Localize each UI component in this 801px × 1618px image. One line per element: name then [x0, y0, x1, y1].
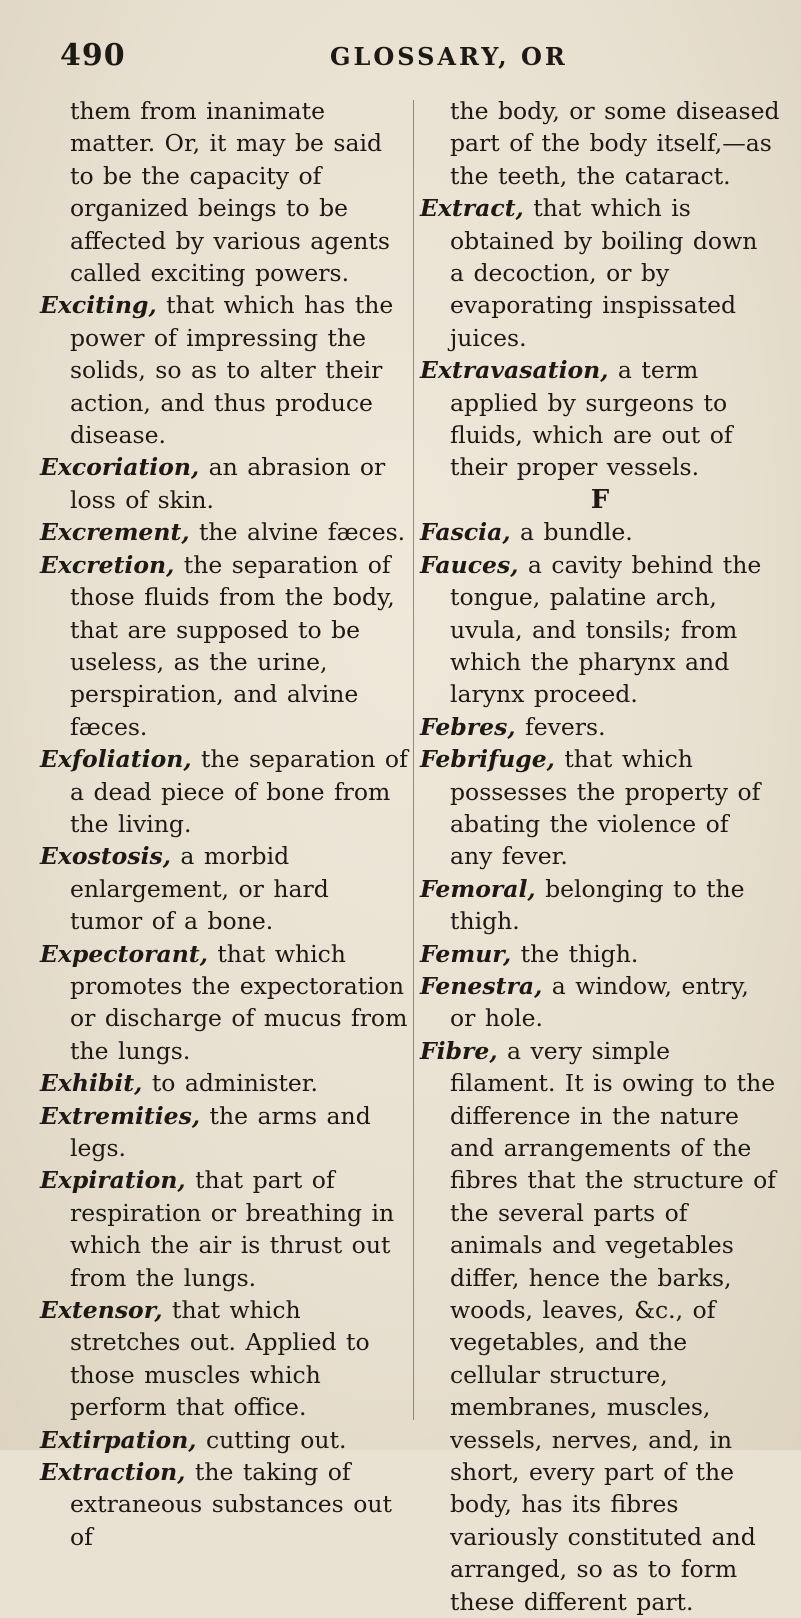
entry-definition: an abrasion or loss of skin.: [70, 453, 386, 514]
entry-definition: belonging to the thigh.: [450, 874, 745, 936]
continued-text: the body, or some diseased part of the body itself,—as the teeth, the cataract.: [450, 97, 780, 190]
glossary-entry: [420, 873, 780, 938]
entry-definition: the taking of extraneous substances out of: [70, 1458, 392, 1551]
entry-headword: Excoriation,: [40, 453, 200, 482]
glossary-entry: [40, 938, 408, 1068]
entry-definition: the alvine fæces.: [189, 518, 406, 547]
glossary-entry: [40, 1294, 408, 1424]
glossary-entry: [40, 1164, 408, 1294]
entry-headword: Extensor,: [40, 1296, 163, 1325]
entry-definition: a window, entry, or hole.: [450, 971, 749, 1033]
entry-definition: the thigh.: [511, 939, 639, 968]
entry-definition: cutting out.: [196, 1425, 347, 1454]
glossary-entry: [420, 743, 780, 873]
entry-headword: Exciting,: [40, 291, 157, 320]
glossary-entry: [420, 711, 780, 743]
entry-headword: Extirpation,: [40, 1425, 197, 1454]
entry-definition: a very simple filament. It is owing to the difference in the nature and arrangements of the fibres that the structure of the several parts of animals and vegetables differ, hence the barks, woods, leaves, &c., of vegetables, and the cellular structure, membranes, muscles, vessels, nerves, and, in short, every part of the body, has its fibres variously constituted and arranged, so as to form these different part.: [450, 1036, 776, 1616]
left-column: [40, 95, 408, 1553]
right-column: [420, 95, 780, 1618]
entry-definition: a morbid enlargement, or hard tumor of a bone.: [70, 842, 329, 936]
entry-definition: a cavity behind the tongue, palatine arch, uvula, and tonsils; from which the pharynx and larynx proceed.: [450, 550, 762, 709]
glossary-entry: [420, 516, 780, 548]
glossary-entry: [420, 938, 780, 970]
entry-definition: that which possesses the property of abating the violence of any fever.: [450, 745, 761, 871]
entry-definition: the separation of those fluids from the body, that are supposed to be useless, as the urine, perspiration, and alvine fæces.: [70, 550, 395, 741]
entry-headword: Excretion,: [40, 550, 175, 579]
right-entries-before: [420, 192, 780, 484]
entry-definition: that which promotes the expectoration or discharge of mucus from the lungs.: [70, 939, 408, 1065]
entry-definition: a bundle.: [510, 518, 633, 547]
glossary-entry: [40, 1456, 408, 1553]
entry-definition: to administer.: [142, 1069, 318, 1098]
entry-definition: fevers.: [515, 712, 606, 741]
entry-headword: Exostosis,: [40, 842, 171, 871]
entry-headword: Extract,: [420, 194, 524, 223]
glossary-entry: [420, 1035, 780, 1618]
glossary-entry: [40, 1067, 408, 1099]
glossary-entry: [420, 354, 780, 484]
glossary-entry: [40, 1424, 408, 1456]
entry-definition: that part of respiration or breathing in which the air is thrust out from the lungs.: [70, 1166, 395, 1292]
entry-headword: Febres,: [420, 712, 516, 741]
glossary-entry: [40, 289, 408, 451]
entry-headword: Expectorant,: [40, 939, 208, 968]
glossary-entry: [40, 1100, 408, 1165]
entry-headword: Extremities,: [40, 1101, 201, 1130]
entry-headword: Extravasation,: [420, 356, 609, 385]
entry-headword: Expiration,: [40, 1166, 186, 1195]
running-header: [60, 38, 760, 78]
left-entries: [40, 289, 408, 1553]
right-entries-after: [420, 516, 780, 1618]
glossary-entry: [40, 743, 408, 840]
glossary-entry: [40, 549, 408, 743]
entry-definition: that which stretches out. Applied to those muscles which perform that office.: [70, 1296, 370, 1422]
entry-headword: Femur,: [420, 939, 512, 968]
glossary-entry: [40, 451, 408, 516]
section-letter: F: [590, 484, 610, 515]
entry-headword: Exfoliation,: [40, 745, 192, 774]
entry-headword: Extraction,: [40, 1458, 186, 1487]
glossary-entry: [40, 840, 408, 937]
entry-headword: Femoral,: [420, 874, 536, 903]
entry-definition: the separation of a dead piece of bone from the living.: [70, 745, 408, 838]
entry-headword: Febrifuge,: [420, 745, 555, 774]
continued-text: them from inanimate matter. Or, it may be said to be the capacity of organized beings to be affected by various agents called exciting powers.: [70, 97, 390, 288]
entry-definition: a term applied by surgeons to fluids, which are out of their proper vessels.: [450, 356, 733, 482]
glossary-entry: [420, 192, 780, 354]
entry-definition: that which is obtained by boiling down a decoction, or by evaporating inspissated juices.: [450, 194, 758, 352]
running-title: GLOSSARY, OR: [330, 42, 568, 71]
entry-headword: Excrement,: [40, 518, 190, 547]
glossary-entry: [420, 549, 780, 711]
entry-headword: Exhibit,: [40, 1069, 143, 1098]
entry-definition: that which has the power of impressing the solids, so as to alter their action, and thus produce disease.: [70, 291, 394, 450]
entry-definition: the arms and legs.: [70, 1101, 371, 1162]
entry-headword: Fenestra,: [420, 971, 543, 1000]
entry-headword: Fascia,: [420, 518, 511, 547]
column-divider: [413, 100, 414, 1420]
entry-headword: Fauces,: [420, 550, 519, 579]
page-number: 490: [60, 38, 126, 73]
entry-headword: Fibre,: [420, 1036, 498, 1065]
glossary-entry: [420, 970, 780, 1035]
glossary-entry: [40, 516, 408, 548]
